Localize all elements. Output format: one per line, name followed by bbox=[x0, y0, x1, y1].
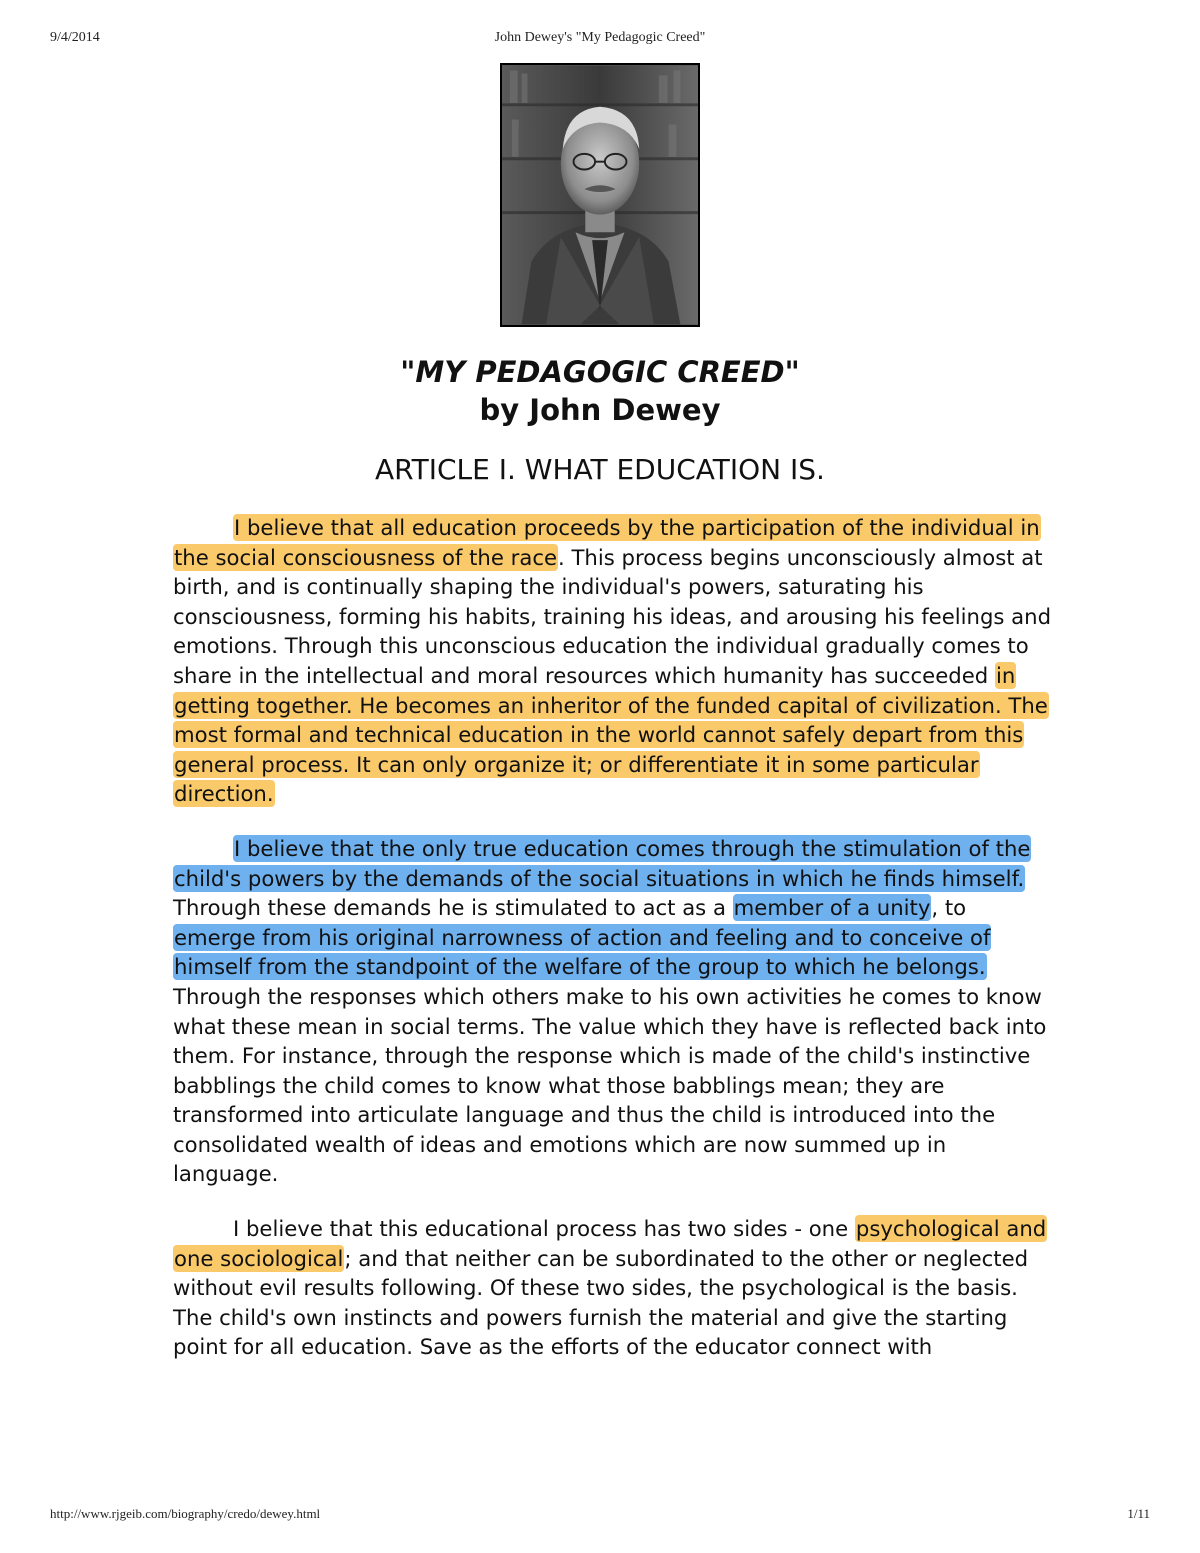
highlighted-text: I believe that the only true education comes through the stimulation of the child's powers by the demands of the social situations in which he finds himself. bbox=[174, 835, 1031, 891]
body-text: Through these demands he is stimulated to act as a bbox=[173, 895, 733, 921]
body-text: Through the responses which others make to his own activities he comes to know what these mean in social terms. The value which they have is reflected back into them. For instance, through the response which is made of the child's instinctive babblings the child comes to know what those babblings mean; they are transformed into articulate language and thus the child is introduced into the consolidated wealth of ideas and emotions which are now summed up in language. bbox=[173, 983, 1047, 1187]
paragraph-1 bbox=[173, 513, 1053, 809]
page-footer bbox=[50, 1506, 1150, 1526]
article-heading: ARTICLE I. WHAT EDUCATION IS. bbox=[375, 453, 825, 486]
highlighted-text: member of a unity bbox=[733, 895, 931, 921]
portrait-photo-icon bbox=[500, 63, 700, 327]
page-number: 1/11 bbox=[1127, 1506, 1150, 1521]
body-text: . This process begins unconsciously almost at birth, and is continually shaping the individual's powers, saturating his consciousness, forming his habits, training his ideas, and arousing his feelings and emotions. Through this unconscious education the individual gradually comes to share in the intellectual and moral resources which humanity has succeeded bbox=[173, 544, 1052, 688]
article-body bbox=[173, 513, 1053, 1387]
document-heading bbox=[0, 353, 1200, 429]
body-text: , to bbox=[931, 895, 967, 921]
paragraph-2 bbox=[173, 834, 1053, 1189]
body-text: ; and that neither can be subordinated to the other or neglected without evil results following. Of these two sides, the psychological is the basis. The child's own instincts and powers furnish the material and give the starting point for all education. Save as the efforts of the educator connect with bbox=[173, 1245, 1029, 1360]
print-title: John Dewey's "My Pedagogic Creed" bbox=[494, 30, 706, 45]
highlighted-text: I believe that all education proceeds by the participation of the individual in the social consciousness of the race bbox=[174, 515, 1040, 570]
page-header bbox=[50, 30, 1150, 50]
highlighted-text: in getting together. He becomes an inheritor of the funded capital of civilization. The most formal and technical education in the world cannot safely depart from this general process. It can only organize it; or differentiate it in some particular direction. bbox=[174, 662, 1048, 807]
body-text: I believe that this educational process has two sides - one bbox=[233, 1216, 855, 1242]
source-url[interactable]: http://www.rjgeib.com/biography/credo/dewey.html bbox=[50, 1506, 321, 1521]
print-date: 9/4/2014 bbox=[50, 30, 100, 45]
document-title: "MY PEDAGOGIC CREED" bbox=[400, 355, 800, 389]
paragraph-3 bbox=[173, 1214, 1053, 1362]
highlighted-text: emerge from his original narrowness of action and feeling and to conceive of himself from the standpoint of the welfare of the group to which he belongs. bbox=[174, 924, 991, 980]
highlighted-text: psychological and one sociological bbox=[174, 1216, 1047, 1271]
document-author: by John Dewey bbox=[479, 393, 721, 427]
